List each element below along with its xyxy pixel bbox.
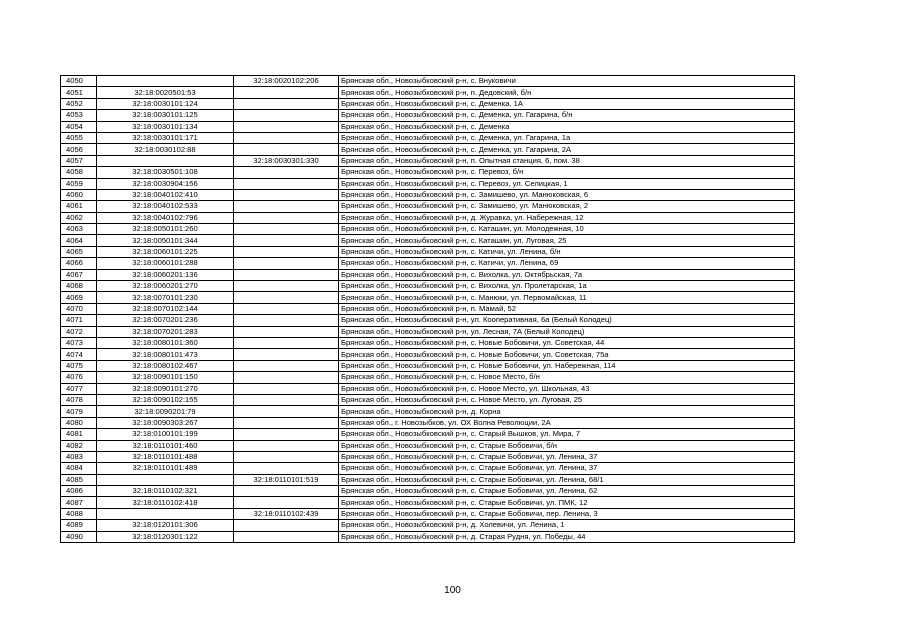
- cadastral-number-cell: 32:18:0090101:150: [97, 372, 234, 383]
- registry-table: [60, 75, 795, 543]
- cadastral-number-alt-cell: [234, 383, 339, 394]
- address-cell: Брянская обл., Новозыбковский р-н, с. Новые Бобовичи, ул. Набережная, 114: [339, 360, 795, 371]
- row-number-cell: 4082: [61, 440, 97, 451]
- cadastral-number-alt-cell: [234, 360, 339, 371]
- cadastral-number-cell: 32:18:0040102:796: [97, 212, 234, 223]
- cadastral-number-alt-cell: 32:18:0110102:439: [234, 508, 339, 519]
- cadastral-number-alt-cell: [234, 110, 339, 121]
- address-cell: Брянская обл., Новозыбковский р-н, д. Холевичи, ул. Ленина, 1: [339, 520, 795, 531]
- cadastral-number-alt-cell: [234, 224, 339, 235]
- cadastral-number-cell: 32:18:0070201:283: [97, 326, 234, 337]
- registry-table-body: [61, 76, 795, 543]
- cadastral-number-cell: 32:18:0030101:134: [97, 121, 234, 132]
- row-number-cell: 4071: [61, 315, 97, 326]
- row-number-cell: 4052: [61, 98, 97, 109]
- cadastral-number-cell: [97, 76, 234, 87]
- cadastral-number-cell: [97, 155, 234, 166]
- cadastral-number-cell: 32:18:0040102:410: [97, 189, 234, 200]
- address-cell: Брянская обл., Новозыбковский р-н, с. Новые Бобовичи, ул. Советская, 44: [339, 337, 795, 348]
- address-cell: Брянская обл., Новозыбковский р-н, с. Старые Бобовичи, пер. Ленина, 3: [339, 508, 795, 519]
- cadastral-number-alt-cell: [234, 372, 339, 383]
- cadastral-number-alt-cell: [234, 235, 339, 246]
- table-row: [61, 429, 795, 440]
- cadastral-number-alt-cell: [234, 212, 339, 223]
- cadastral-number-alt-cell: [234, 520, 339, 531]
- address-cell: Брянская обл., Новозыбковский р-н, с. Каташин, ул. Молодежная, 10: [339, 224, 795, 235]
- address-cell: Брянская обл., Новозыбковский р-н, с. Старые Бобовичи, ул. Ленина, 68/1: [339, 474, 795, 485]
- cadastral-number-cell: 32:18:0110101:489: [97, 463, 234, 474]
- row-number-cell: 4087: [61, 497, 97, 508]
- cadastral-number-cell: 32:18:0020501:53: [97, 87, 234, 98]
- cadastral-number-alt-cell: [234, 281, 339, 292]
- table-row: [61, 337, 795, 348]
- cadastral-number-alt-cell: [234, 326, 339, 337]
- address-cell: Брянская обл., Новозыбковский р-н, с. Деменка, 1А: [339, 98, 795, 109]
- cadastral-number-alt-cell: [234, 292, 339, 303]
- cadastral-number-cell: 32:18:0070201:236: [97, 315, 234, 326]
- row-number-cell: 4077: [61, 383, 97, 394]
- row-number-cell: 4079: [61, 406, 97, 417]
- address-cell: Брянская обл., Новозыбковский р-н, с. Деменка, ул. Гагарина, б/н: [339, 110, 795, 121]
- address-cell: Брянская обл., Новозыбковский р-н, с. Деменка, ул. Гагарина, 2А: [339, 144, 795, 155]
- cadastral-number-alt-cell: [234, 451, 339, 462]
- cadastral-number-alt-cell: [234, 178, 339, 189]
- table-row: [61, 497, 795, 508]
- cadastral-number-alt-cell: [234, 303, 339, 314]
- table-row: [61, 144, 795, 155]
- table-row: [61, 406, 795, 417]
- row-number-cell: 4081: [61, 429, 97, 440]
- table-row: [61, 349, 795, 360]
- table-row: [61, 155, 795, 166]
- address-cell: Брянская обл., Новозыбковский р-н, с. Старые Бобовичи, ул. Ленина, 37: [339, 451, 795, 462]
- table-row: [61, 178, 795, 189]
- cadastral-number-cell: 32:18:0070102:144: [97, 303, 234, 314]
- address-cell: Брянская обл., Новозыбковский р-н, с. Новое Место, б/н: [339, 372, 795, 383]
- row-number-cell: 4075: [61, 360, 97, 371]
- cadastral-number-alt-cell: [234, 337, 339, 348]
- row-number-cell: 4050: [61, 76, 97, 87]
- table-row: [61, 372, 795, 383]
- row-number-cell: 4080: [61, 417, 97, 428]
- address-cell: Брянская обл., Новозыбковский р-н, с. Перевоз, ул. Селицкая, 1: [339, 178, 795, 189]
- row-number-cell: 4060: [61, 189, 97, 200]
- table-row: [61, 315, 795, 326]
- table-row: [61, 451, 795, 462]
- cadastral-number-alt-cell: [234, 349, 339, 360]
- cadastral-number-alt-cell: [234, 167, 339, 178]
- cadastral-number-alt-cell: [234, 440, 339, 451]
- cadastral-number-cell: 32:18:0060201:270: [97, 281, 234, 292]
- cadastral-number-alt-cell: [234, 315, 339, 326]
- cadastral-number-alt-cell: [234, 406, 339, 417]
- row-number-cell: 4061: [61, 201, 97, 212]
- table-row: [61, 258, 795, 269]
- table-row: [61, 360, 795, 371]
- address-cell: Брянская обл., Новозыбковский р-н, с. Старые Бобовичи, ул. ПМК, 12: [339, 497, 795, 508]
- address-cell: Брянская обл., Новозыбковский р-н, с. Вихолка, ул. Октябрьская, 7а: [339, 269, 795, 280]
- cadastral-number-cell: 32:18:0110101:488: [97, 451, 234, 462]
- cadastral-number-alt-cell: [234, 531, 339, 542]
- cadastral-number-cell: 32:18:0110101:460: [97, 440, 234, 451]
- address-cell: Брянская обл., г. Новозыбков, ул. ОХ Волна Революции, 2А: [339, 417, 795, 428]
- cadastral-number-alt-cell: [234, 429, 339, 440]
- row-number-cell: 4076: [61, 372, 97, 383]
- cadastral-number-alt-cell: [234, 246, 339, 257]
- address-cell: Брянская обл., Новозыбковский р-н, п. Мамай, 52: [339, 303, 795, 314]
- address-cell: Брянская обл., Новозыбковский р-н, с. Старые Бобовичи, ул. Ленина, 37: [339, 463, 795, 474]
- cadastral-number-cell: 32:18:0030101:125: [97, 110, 234, 121]
- page-number: 100: [444, 585, 461, 596]
- table-row: [61, 474, 795, 485]
- row-number-cell: 4089: [61, 520, 97, 531]
- cadastral-number-cell: 32:18:0050101:344: [97, 235, 234, 246]
- address-cell: Брянская обл., Новозыбковский р-н, с. Катичи, ул. Ленина, б/н: [339, 246, 795, 257]
- cadastral-number-cell: 32:18:0070101:230: [97, 292, 234, 303]
- address-cell: Брянская обл., Новозыбковский р-н, д. Журавка, ул. Набережная, 12: [339, 212, 795, 223]
- table-row: [61, 246, 795, 257]
- address-cell: Брянская обл., Новозыбковский р-н, п. Дедовский, б/н: [339, 87, 795, 98]
- table-row: [61, 167, 795, 178]
- address-cell: Брянская обл., Новозыбковский р-н, с. Катичи, ул. Ленина, 69: [339, 258, 795, 269]
- row-number-cell: 4064: [61, 235, 97, 246]
- address-cell: Брянская обл., Новозыбковский р-н, с. Замишево, ул. Манюковская, 2: [339, 201, 795, 212]
- cadastral-number-cell: 32:18:0090201:79: [97, 406, 234, 417]
- cadastral-number-cell: 32:18:0090303:267: [97, 417, 234, 428]
- row-number-cell: 4053: [61, 110, 97, 121]
- row-number-cell: 4072: [61, 326, 97, 337]
- table-row: [61, 201, 795, 212]
- cadastral-number-cell: 32:18:0060101:288: [97, 258, 234, 269]
- table-row: [61, 132, 795, 143]
- row-number-cell: 4063: [61, 224, 97, 235]
- row-number-cell: 4074: [61, 349, 97, 360]
- cadastral-number-alt-cell: [234, 98, 339, 109]
- cadastral-number-cell: 32:18:0060101:225: [97, 246, 234, 257]
- address-cell: Брянская обл., Новозыбковский р-н, с. Новое Место, ул. Школьная, 43: [339, 383, 795, 394]
- address-cell: Брянская обл., Новозыбковский р-н, д. Корна: [339, 406, 795, 417]
- row-number-cell: 4059: [61, 178, 97, 189]
- row-number-cell: 4067: [61, 269, 97, 280]
- table-row: [61, 292, 795, 303]
- table-row: [61, 212, 795, 223]
- cadastral-number-cell: 32:18:0030101:124: [97, 98, 234, 109]
- cadastral-number-alt-cell: [234, 201, 339, 212]
- table-row: [61, 326, 795, 337]
- address-cell: Брянская обл., Новозыбковский р-н, с. Новое Место, ул. Луговая, 25: [339, 394, 795, 405]
- row-number-cell: 4090: [61, 531, 97, 542]
- table-row: [61, 508, 795, 519]
- cadastral-number-cell: [97, 508, 234, 519]
- row-number-cell: 4086: [61, 486, 97, 497]
- row-number-cell: 4066: [61, 258, 97, 269]
- cadastral-number-cell: 32:18:0030101:171: [97, 132, 234, 143]
- row-number-cell: 4058: [61, 167, 97, 178]
- cadastral-number-cell: 32:18:0050101:260: [97, 224, 234, 235]
- cadastral-number-alt-cell: [234, 258, 339, 269]
- row-number-cell: 4055: [61, 132, 97, 143]
- address-cell: Брянская обл., Новозыбковский р-н, с. Манюки, ул. Первомайская, 11: [339, 292, 795, 303]
- cadastral-number-alt-cell: 32:18:0020102:206: [234, 76, 339, 87]
- table-row: [61, 87, 795, 98]
- cadastral-number-cell: 32:18:0080102:467: [97, 360, 234, 371]
- cadastral-number-cell: 32:18:0040102:533: [97, 201, 234, 212]
- row-number-cell: 4083: [61, 451, 97, 462]
- cadastral-number-cell: 32:18:0120101:306: [97, 520, 234, 531]
- row-number-cell: 4069: [61, 292, 97, 303]
- cadastral-number-cell: 32:18:0030904:156: [97, 178, 234, 189]
- cadastral-number-alt-cell: [234, 144, 339, 155]
- row-number-cell: 4065: [61, 246, 97, 257]
- row-number-cell: 4056: [61, 144, 97, 155]
- cadastral-number-cell: 32:18:0060201:136: [97, 269, 234, 280]
- cadastral-number-alt-cell: [234, 417, 339, 428]
- table-row: [61, 269, 795, 280]
- address-cell: Брянская обл., Новозыбковский р-н, с. Перевоз, б/н: [339, 167, 795, 178]
- table-row: [61, 394, 795, 405]
- table-row: [61, 440, 795, 451]
- cadastral-number-cell: 32:18:0120301:122: [97, 531, 234, 542]
- row-number-cell: 4088: [61, 508, 97, 519]
- address-cell: Брянская обл., Новозыбковский р-н, с. Деменка: [339, 121, 795, 132]
- table-row: [61, 486, 795, 497]
- address-cell: Брянская обл., Новозыбковский р-н, д. Старая Рудня, ул. Победы, 44: [339, 531, 795, 542]
- row-number-cell: 4051: [61, 87, 97, 98]
- cadastral-number-alt-cell: [234, 189, 339, 200]
- table-row: [61, 235, 795, 246]
- table-row: [61, 76, 795, 87]
- table-row: [61, 531, 795, 542]
- cadastral-number-alt-cell: 32:18:0030301:330: [234, 155, 339, 166]
- row-number-cell: 4078: [61, 394, 97, 405]
- table-row: [61, 224, 795, 235]
- address-cell: Брянская обл., Новозыбковский р-н, с. Замишево, ул. Манюковская, 6: [339, 189, 795, 200]
- cadastral-number-alt-cell: [234, 394, 339, 405]
- address-cell: Брянская обл., Новозыбковский р-н, с. Деменка, ул. Гагарина, 1а: [339, 132, 795, 143]
- address-cell: Брянская обл., Новозыбковский р-н, с. Старые Бобовичи, б/н: [339, 440, 795, 451]
- cadastral-number-cell: 32:18:0090102:155: [97, 394, 234, 405]
- cadastral-number-cell: 32:18:0080101:473: [97, 349, 234, 360]
- table-row: [61, 121, 795, 132]
- table-row: [61, 281, 795, 292]
- address-cell: Брянская обл., Новозыбковский р-н, с. Внуковичи: [339, 76, 795, 87]
- cadastral-number-alt-cell: [234, 269, 339, 280]
- row-number-cell: 4070: [61, 303, 97, 314]
- cadastral-number-alt-cell: [234, 87, 339, 98]
- cadastral-number-cell: 32:18:0100101:199: [97, 429, 234, 440]
- cadastral-number-cell: [97, 474, 234, 485]
- table-row: [61, 520, 795, 531]
- row-number-cell: 4068: [61, 281, 97, 292]
- cadastral-number-alt-cell: [234, 463, 339, 474]
- cadastral-number-cell: 32:18:0030501:108: [97, 167, 234, 178]
- table-row: [61, 417, 795, 428]
- cadastral-number-alt-cell: 32:18:0110101:519: [234, 474, 339, 485]
- row-number-cell: 4062: [61, 212, 97, 223]
- cadastral-number-alt-cell: [234, 497, 339, 508]
- cadastral-number-alt-cell: [234, 486, 339, 497]
- cadastral-number-cell: 32:18:0110102:418: [97, 497, 234, 508]
- cadastral-number-cell: 32:18:0080101:360: [97, 337, 234, 348]
- table-row: [61, 98, 795, 109]
- address-cell: Брянская обл., Новозыбковский р-н, с. Старые Бобовичи, ул. Ленина, 62: [339, 486, 795, 497]
- cadastral-number-cell: 32:18:0090101:270: [97, 383, 234, 394]
- address-cell: Брянская обл., Новозыбковский р-н, п. Опытная станция, 6, пом. 38: [339, 155, 795, 166]
- address-cell: Брянская обл., Новозыбковский р-н, с. Вихолка, ул. Пролетарская, 1а: [339, 281, 795, 292]
- table-row: [61, 383, 795, 394]
- row-number-cell: 4057: [61, 155, 97, 166]
- address-cell: Брянская обл., Новозыбковский р-н, с. Новые Бобовичи, ул. Советская, 75а: [339, 349, 795, 360]
- row-number-cell: 4085: [61, 474, 97, 485]
- table-row: [61, 303, 795, 314]
- cadastral-number-cell: 32:18:0030102:88: [97, 144, 234, 155]
- row-number-cell: 4054: [61, 121, 97, 132]
- row-number-cell: 4084: [61, 463, 97, 474]
- cadastral-number-alt-cell: [234, 121, 339, 132]
- row-number-cell: 4073: [61, 337, 97, 348]
- cadastral-number-cell: 32:18:0110102:321: [97, 486, 234, 497]
- cadastral-number-alt-cell: [234, 132, 339, 143]
- table-row: [61, 463, 795, 474]
- address-cell: Брянская обл., Новозыбковский р-н, с. Старый Вышков, ул. Мира, 7: [339, 429, 795, 440]
- address-cell: Брянская обл., Новозыбковский р-н, ул. Кооперативная, 6а (Белый Колодец): [339, 315, 795, 326]
- address-cell: Брянская обл., Новозыбковский р-н, ул. Лесная, 7А (Белый Колодец): [339, 326, 795, 337]
- address-cell: Брянская обл., Новозыбковский р-н, с. Каташин, ул. Луговая, 25: [339, 235, 795, 246]
- table-row: [61, 110, 795, 121]
- table-row: [61, 189, 795, 200]
